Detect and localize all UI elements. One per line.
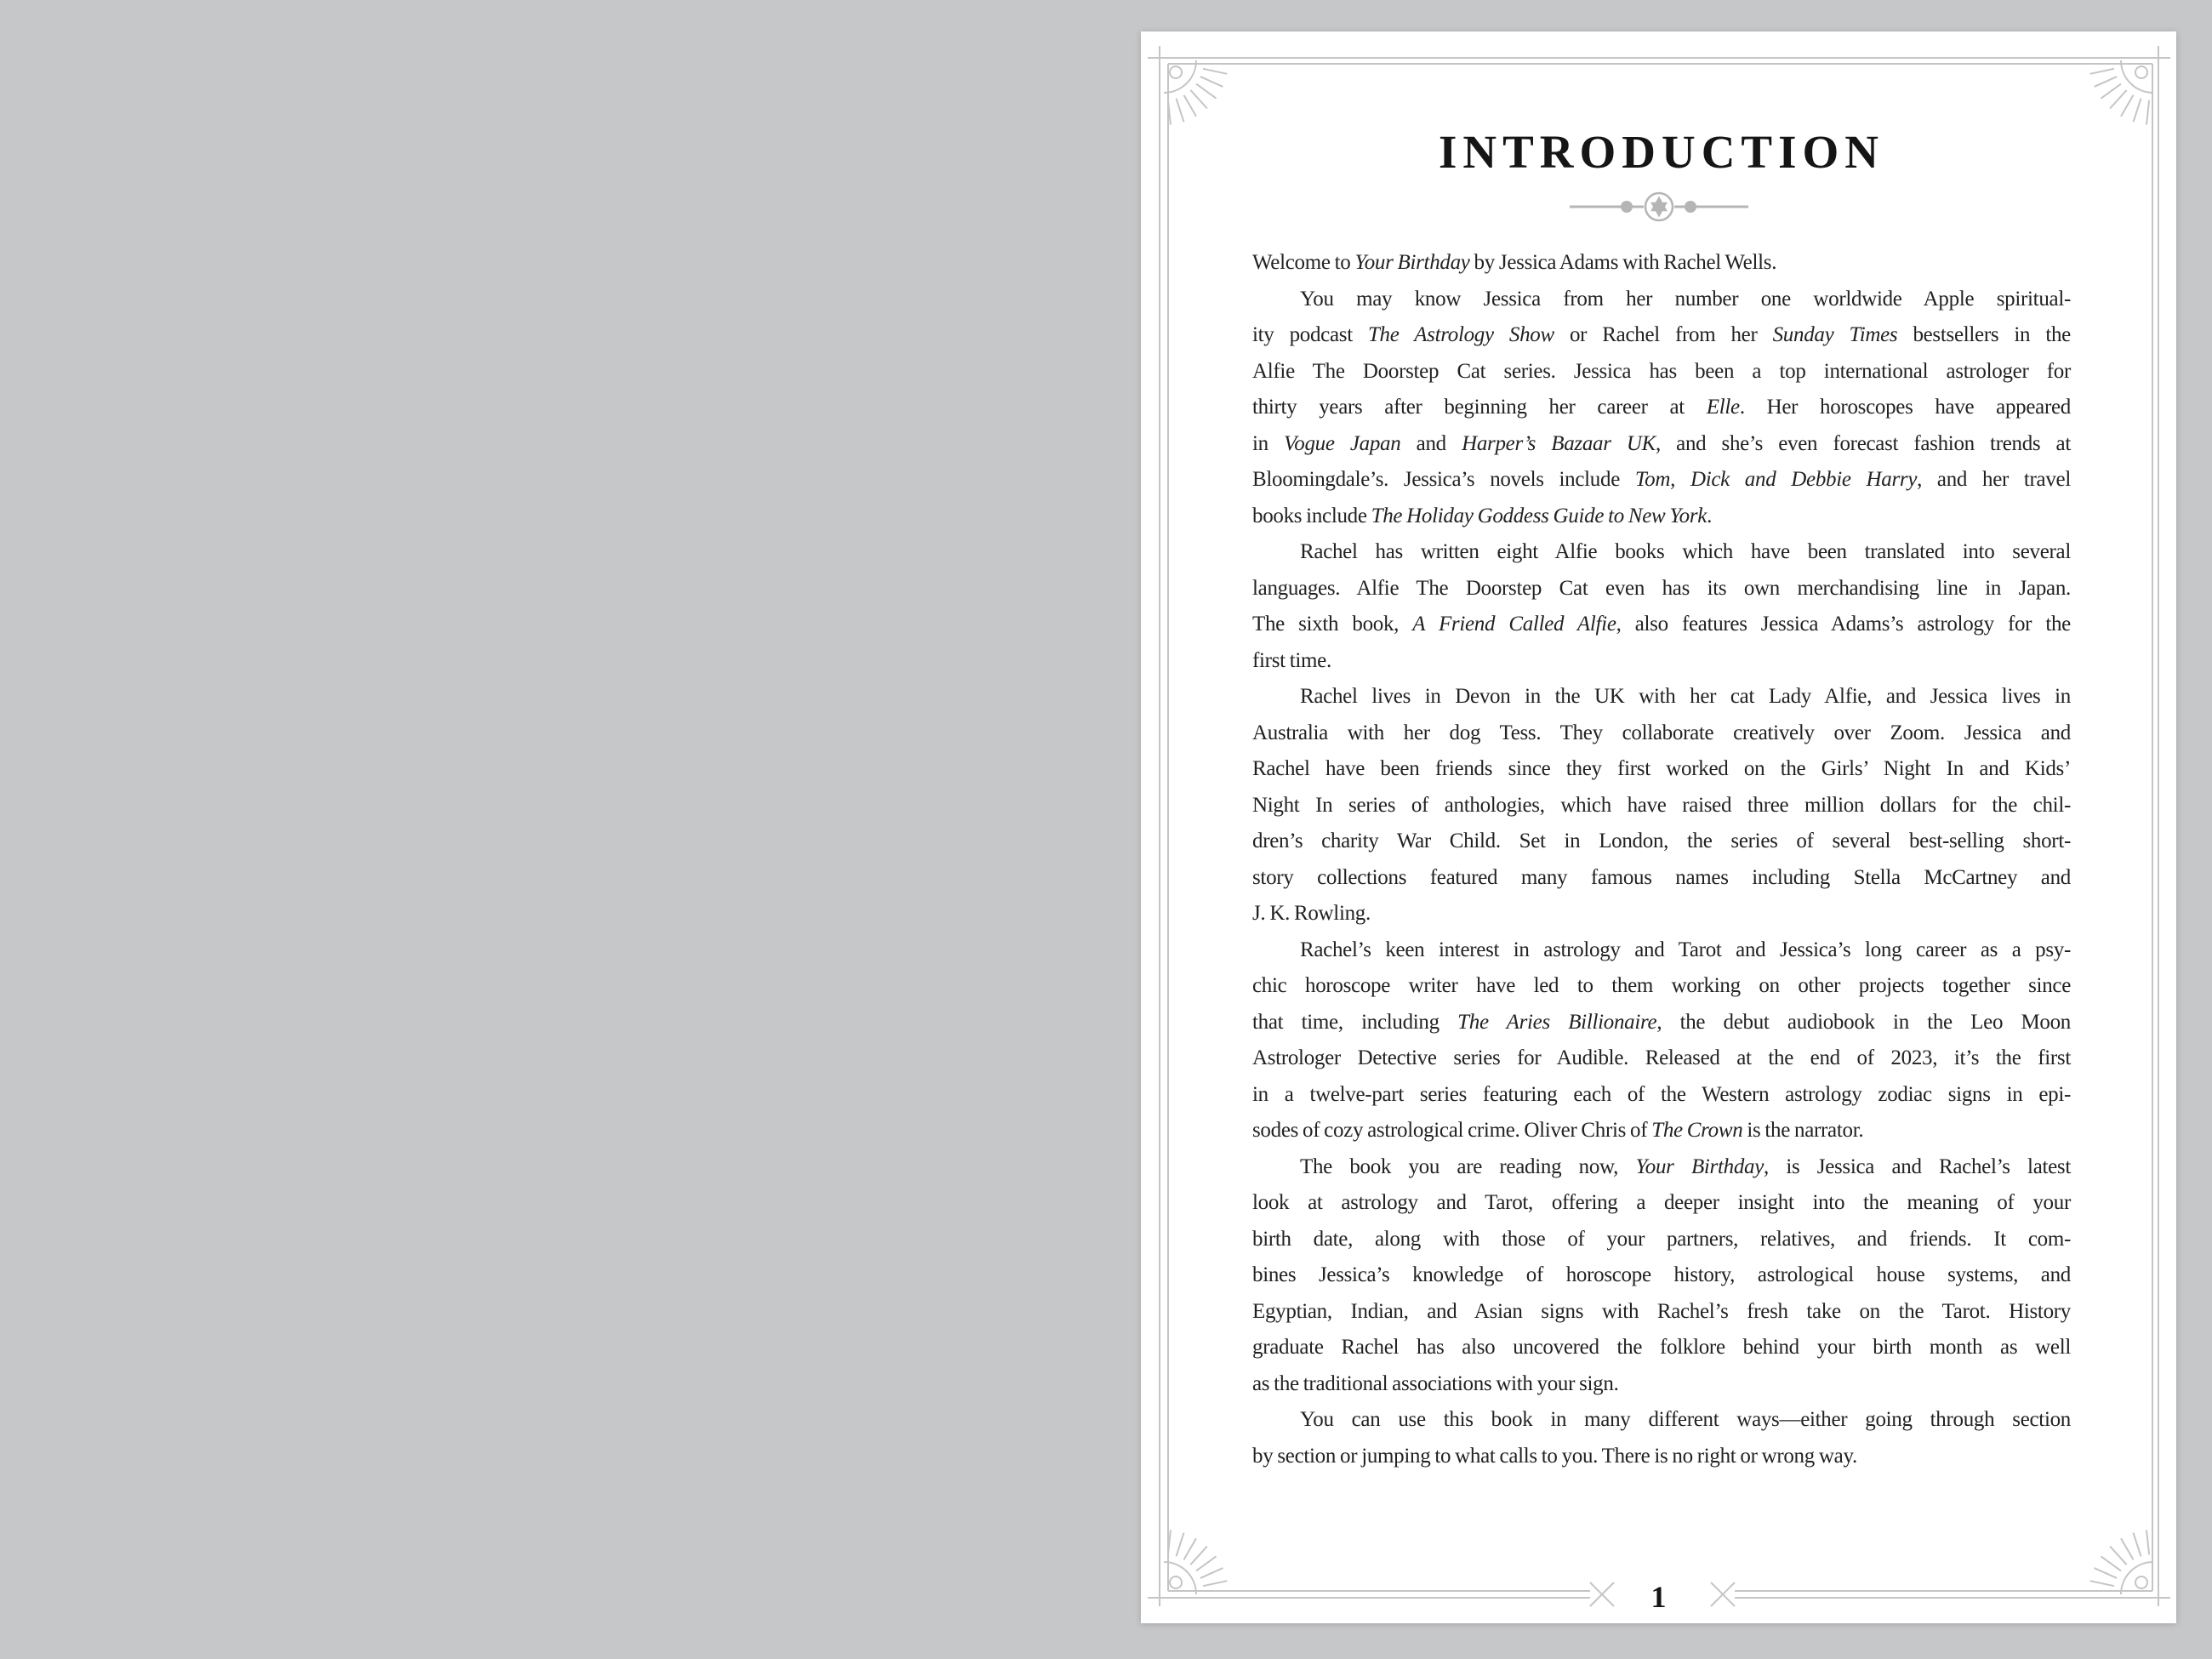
text-line: story collections featured many famous names including Stella McCartney and	[1252, 865, 2071, 889]
paragraph	[1252, 534, 2071, 679]
text-line: dren’s charity War Child. Set in London, the series of several best-selling short-	[1252, 830, 2071, 852]
divider-dot-left	[1621, 201, 1633, 213]
text-line: Alfie The Doorstep Cat series. Jessica has been a top international astrologer for	[1252, 359, 2071, 383]
text-line: Egyptian, Indian, and Asian signs with Rachel’s fresh take on the Tarot. History	[1252, 1299, 2071, 1323]
paragraph	[1252, 679, 2071, 932]
divider-dot-right	[1685, 201, 1696, 213]
text-line: The book you are reading now, Your Birthday, is Jessica and Rachel’s latest	[1300, 1154, 2072, 1178]
text-line: by section or jumping to what calls to you. There is no right or wrong way.	[1252, 1444, 1857, 1468]
text-line: graduate Rachel has also uncovered the folklore behind your birth month as well	[1252, 1336, 2071, 1359]
paragraph	[1252, 932, 2071, 1149]
text-line: birth date, along with those of your partners, relatives, and friends. It com-	[1252, 1227, 2071, 1251]
text-line: thirty years after beginning her career at Elle. Her horoscopes have appeared	[1252, 396, 2071, 419]
body-text	[1252, 245, 2071, 1474]
text-line: The sixth book, A Friend Called Alfie, also features Jessica Adams’s astrology for the	[1252, 613, 2071, 636]
text-line: Rachel have been friends since they first worked on the Girls’ Night In and Kids’	[1252, 757, 2071, 780]
text-line: J. K. Rowling.	[1252, 902, 1371, 925]
text-line: languages. Alfie The Doorstep Cat even has its own merchandising line in Japan.	[1252, 576, 2071, 600]
text-line: Rachel’s keen interest in astrology and Tarot and Jessica’s long career as a psy-	[1300, 938, 2071, 961]
star-divider-ornament	[1570, 188, 1748, 225]
paragraph	[1252, 1149, 2071, 1403]
text-line: Welcome to Your Birthday by Jessica Adams with Rachel Wells.	[1252, 251, 1777, 274]
chapter-title: INTRODUCTION	[1438, 126, 1885, 178]
star-icon	[1650, 197, 1668, 218]
text-line: as the traditional associations with your sign.	[1252, 1371, 1619, 1395]
text-line: first time.	[1252, 648, 1331, 672]
text-line: Astrologer Detective series for Audible. Released at the end of 2023, it’s the first	[1252, 1046, 2071, 1069]
text-line: Night In series of anthologies, which have raised three million dollars for the chil-	[1252, 793, 2071, 817]
text-line: look at astrology and Tarot, offering a deeper insight into the meaning of your	[1252, 1191, 2071, 1214]
text-line: in Vogue Japan and Harper’s Bazaar UK, and she’s even forecast fashion trends at	[1252, 431, 2071, 455]
paragraph	[1252, 1402, 2071, 1474]
paragraph	[1252, 245, 2071, 282]
book-page	[1141, 31, 2176, 1623]
text-line: books include The Holiday Goddess Guide to New York.	[1252, 504, 1713, 527]
corner-sunburst-ornament-top-right	[2090, 60, 2153, 125]
paragraph	[1252, 282, 2071, 535]
corner-sunburst-ornament-top-left	[1164, 60, 1227, 125]
text-line: You may know Jessica from her number one worldwide Apple spiritual-	[1300, 287, 2071, 311]
text-line: Rachel lives in Devon in the UK with her cat Lady Alfie, and Jessica lives in	[1300, 685, 2071, 708]
text-line: chic horoscope writer have led to them working on other projects together since	[1252, 974, 2071, 997]
text-line: Rachel has written eight Alfie books which have been translated into several	[1300, 540, 2071, 563]
text-line: You can use this book in many different ways—either going through section	[1300, 1408, 2071, 1431]
text-line: that time, including The Aries Billionaire, the debut audiobook in the Leo Moon	[1252, 1010, 2071, 1034]
text-line: ity podcast The Astrology Show or Rachel from her Sunday Times bestsellers in the	[1252, 323, 2071, 346]
text-line: Australia with her dog Tess. They collaborate creatively over Zoom. Jessica and	[1252, 721, 2071, 744]
text-line: bines Jessica’s knowledge of horoscope history, astrological house systems, and	[1252, 1263, 2071, 1286]
text-line: sodes of cozy astrological crime. Oliver Chris of The Crown is the narrator.	[1252, 1119, 1864, 1142]
page-number: 1	[1650, 1580, 1667, 1614]
text-line: Bloomingdale’s. Jessica’s novels include Tom, Dick and Debbie Harry, and her travel	[1252, 468, 2071, 491]
text-line: in a twelve-part series featuring each of the Western astrology zodiac signs in epi-	[1252, 1082, 2071, 1106]
